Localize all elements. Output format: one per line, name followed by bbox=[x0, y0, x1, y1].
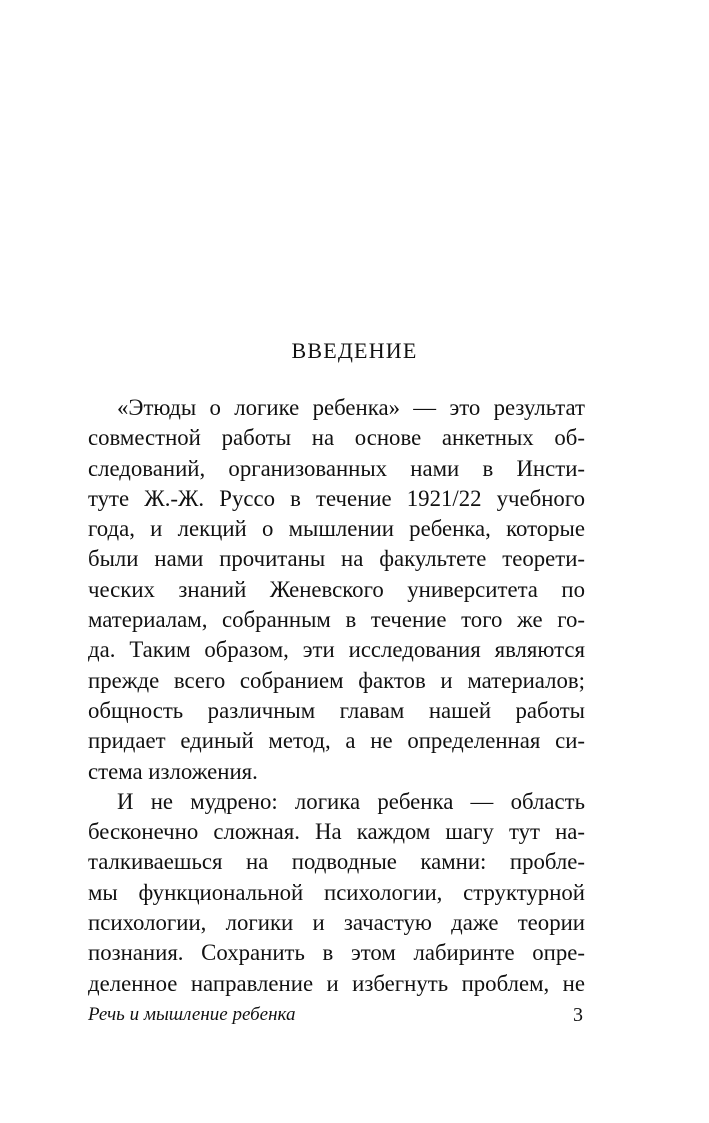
text-line: деленное направление и избегнуть проблем, не bbox=[88, 970, 585, 996]
text-line: материалам, собранным в течение того же го- bbox=[88, 607, 585, 633]
paragraph bbox=[88, 393, 585, 787]
text-line: придает единый метод, а не определенная си- bbox=[88, 728, 585, 754]
text-line: года, и лекций о мышлении ребенка, которые bbox=[88, 516, 585, 542]
text-line: познания. Сохранить в этом лабиринте опре- bbox=[88, 940, 585, 966]
text-line: «Этюды о логике ребенка» — это результат bbox=[117, 395, 585, 420]
running-footer bbox=[88, 1002, 585, 1028]
text-line: совместной работы на основе анкетных об- bbox=[88, 425, 585, 451]
text-line: да. Таким образом, эти исследования являются bbox=[88, 637, 585, 663]
text-line: стема изложения. bbox=[88, 758, 258, 784]
body-text bbox=[88, 393, 585, 999]
text-line: туте Ж.-Ж. Руссо в течение 1921/22 учебного bbox=[88, 485, 585, 511]
chapter-heading: ВВЕДЕНИЕ bbox=[291, 338, 418, 363]
text-line: общность различным главам нашей работы bbox=[88, 697, 585, 723]
paragraph bbox=[88, 787, 585, 999]
text-line: ческих знаний Женевского университета по bbox=[88, 576, 585, 602]
text-line: И не мудрено: логика ребенка — область bbox=[117, 788, 585, 814]
book-title: Речь и мышление ребенка bbox=[88, 1004, 296, 1025]
text-line: мы функциональной психологии, структурной bbox=[88, 879, 585, 905]
text-line: следований, организованных нами в Инсти- bbox=[88, 455, 585, 481]
text-line: психологии, логики и зачастую даже теории bbox=[88, 910, 585, 936]
text-line: прежде всего собранием фактов и материалов; bbox=[88, 667, 585, 693]
text-line: бесконечно сложная. На каждом шагу тут на- bbox=[88, 819, 585, 845]
page-number: 3 bbox=[573, 1004, 583, 1026]
text-line: были нами прочитаны на факультете теорети- bbox=[88, 546, 585, 572]
text-line: талкиваешься на подводные камни: пробле- bbox=[88, 849, 585, 875]
